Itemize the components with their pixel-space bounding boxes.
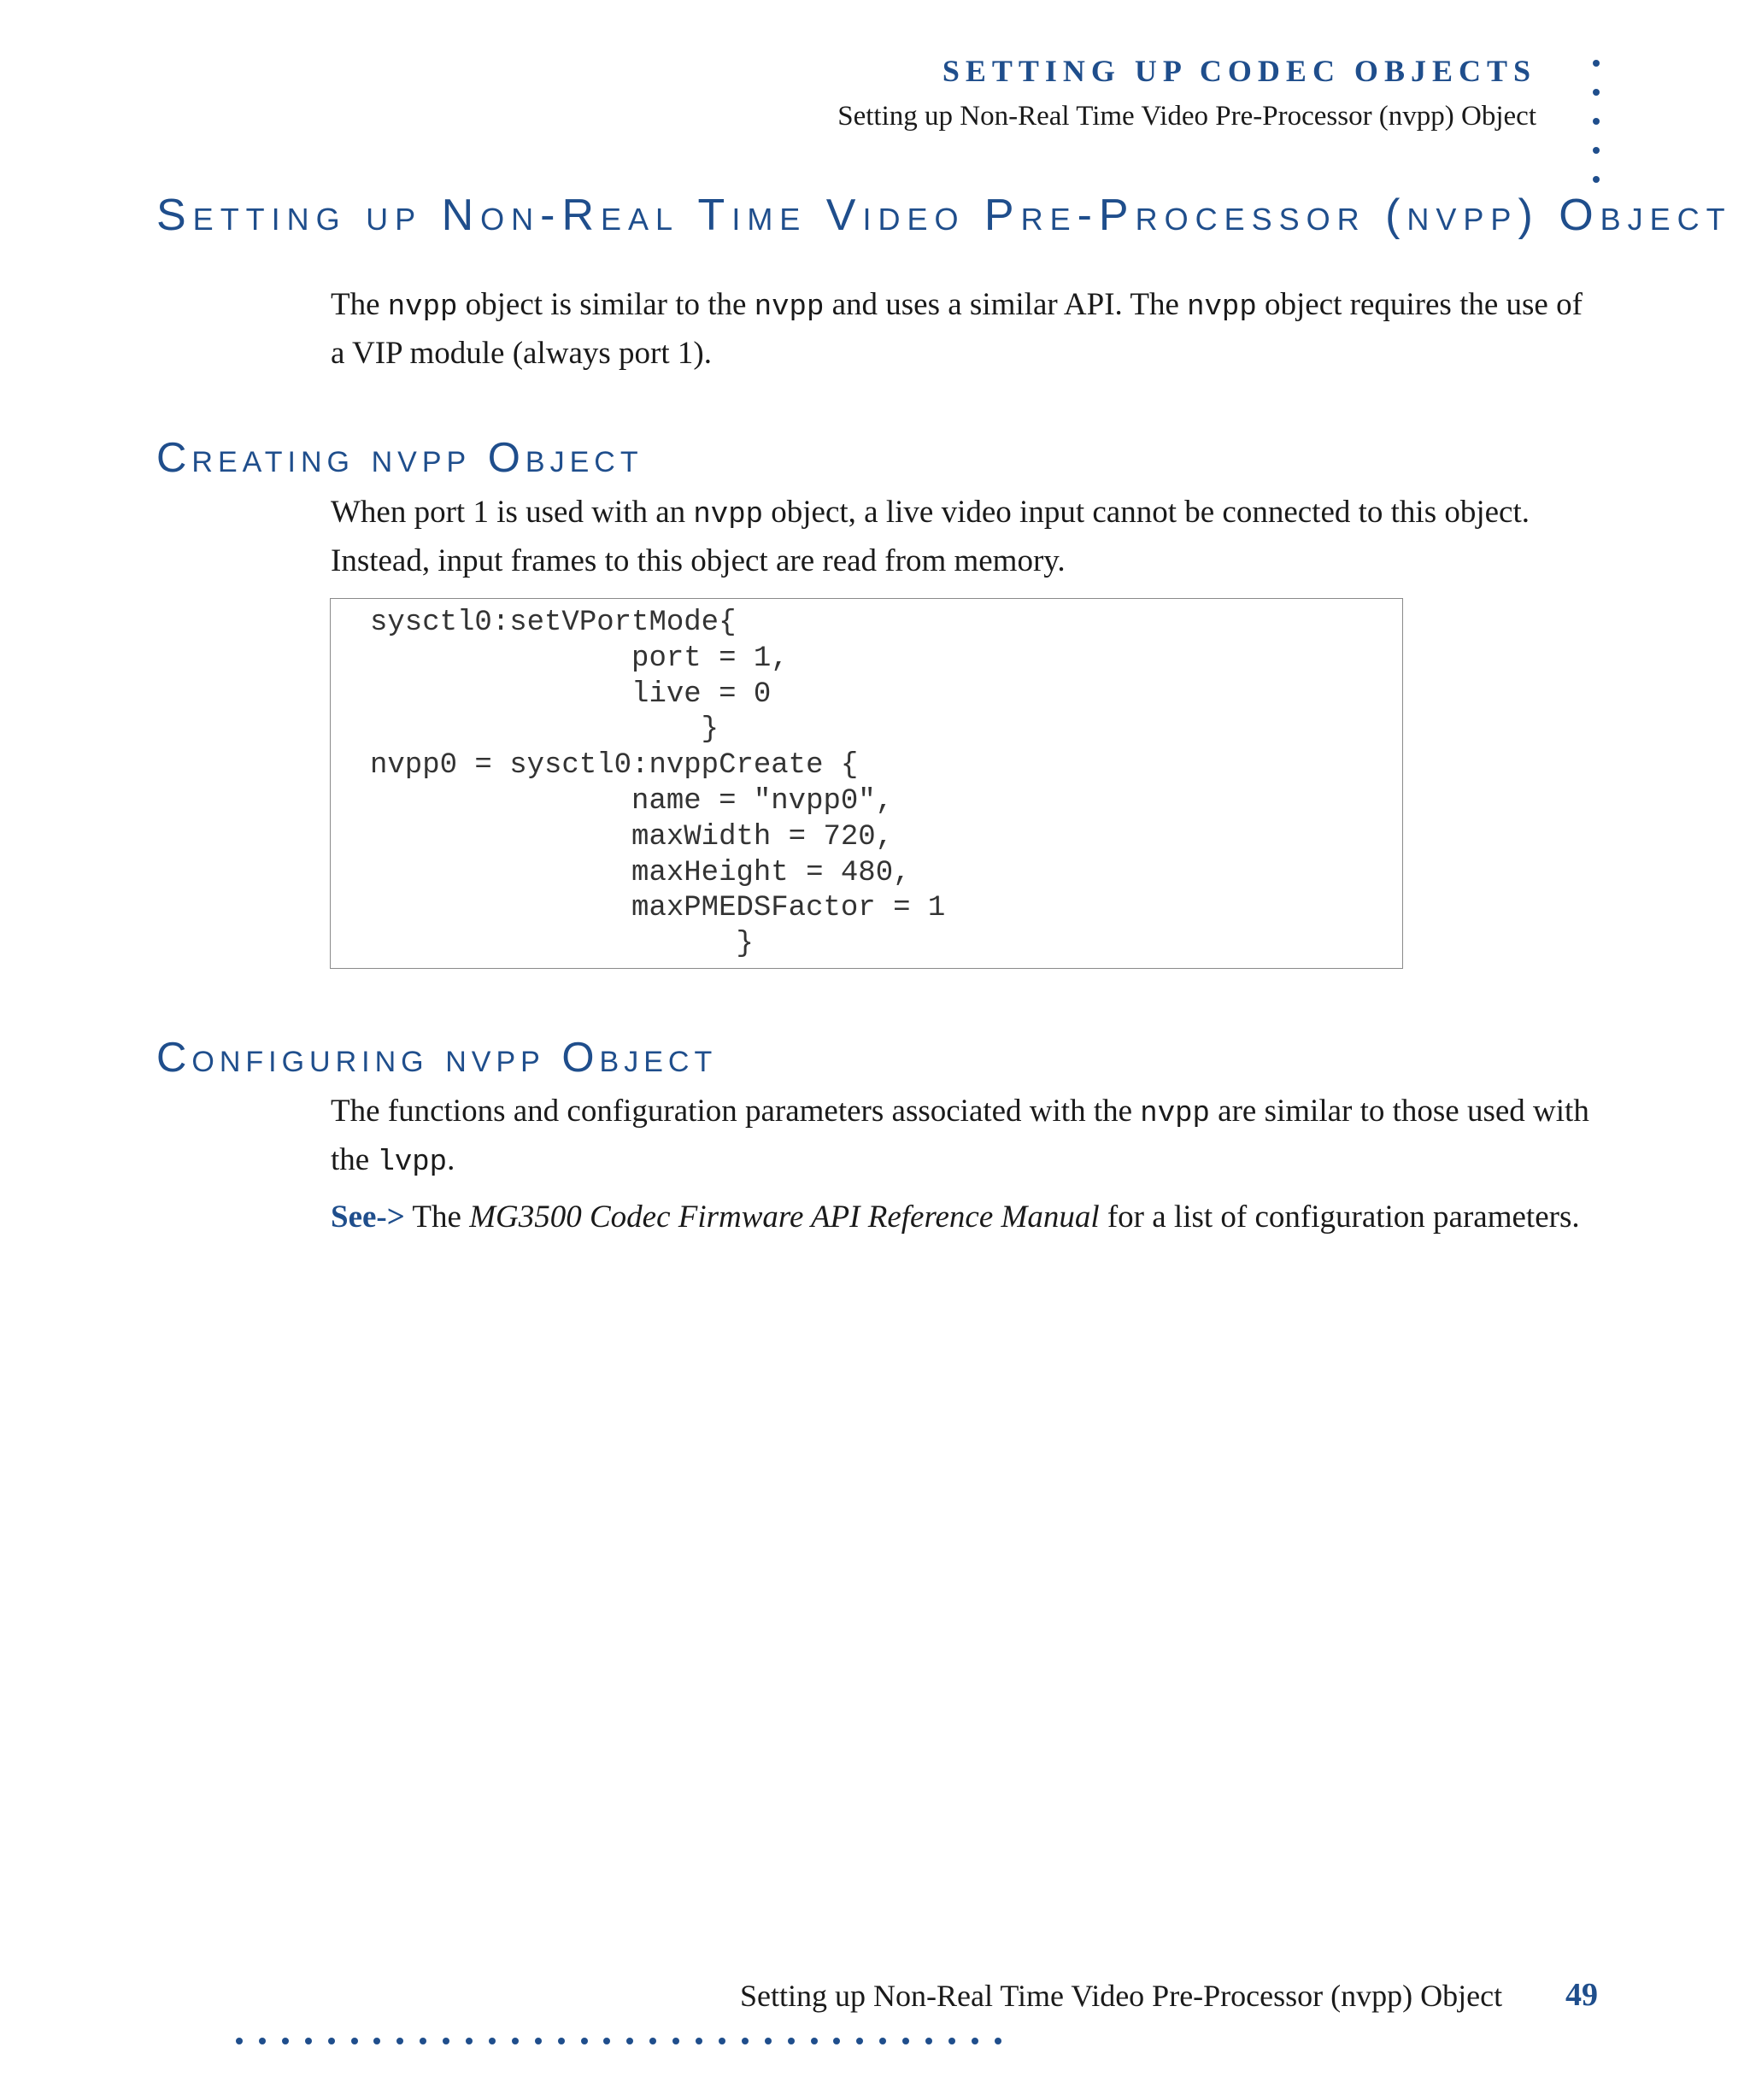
configuring-paragraph: The functions and configuration parameters associated with the nvpp are similar to those used with the lvpp.	[331, 1094, 1589, 1179]
footer-dot	[396, 2038, 403, 2044]
footer-dot	[305, 2038, 312, 2044]
footer-dot	[742, 2038, 749, 2044]
footer-dot	[420, 2038, 426, 2044]
footer-dot	[535, 2038, 542, 2044]
footer-dot	[259, 2038, 266, 2044]
subsection-heading-creating: Creating nvpp Object	[156, 435, 643, 481]
footer-dot	[948, 2038, 955, 2044]
footer-dot	[581, 2038, 588, 2044]
header-dot	[1593, 118, 1600, 125]
footer-dot	[902, 2038, 909, 2044]
footer-dot	[765, 2038, 772, 2044]
inline-code: nvpp	[693, 499, 764, 531]
see-also-label: See->	[331, 1200, 405, 1235]
footer-dot	[443, 2038, 449, 2044]
footer-dot	[328, 2038, 335, 2044]
footer-dot	[972, 2038, 978, 2044]
footer-dot	[719, 2038, 725, 2044]
footer-dot	[856, 2038, 863, 2044]
page-number: 49	[1565, 1977, 1598, 2013]
running-header-subtitle: Setting up Non-Real Time Video Pre-Processor (nvpp) Object	[837, 101, 1536, 132]
creating-paragraph: When port 1 is used with an nvpp object, a live video input cannot be connected to this object. Instead, input frames to this object are read from memory.	[331, 495, 1530, 578]
footer-dot	[879, 2038, 886, 2044]
inline-code: nvpp	[1140, 1098, 1210, 1130]
see-also-note: See-> The MG3500 Codec Firmware API Reference Manual for a list of configuration parameters.	[331, 1200, 1580, 1235]
footer-dot	[558, 2038, 565, 2044]
footer-dot	[351, 2038, 358, 2044]
footer-dot	[696, 2038, 702, 2044]
footer-dot	[833, 2038, 840, 2044]
footer-dot	[626, 2038, 633, 2044]
footer-dot-rule	[236, 2038, 1005, 2046]
footer-dot	[788, 2038, 795, 2044]
footer-dot	[236, 2038, 243, 2044]
footer-dot	[466, 2038, 473, 2044]
subsection-heading-configuring: Configuring nvpp Object	[156, 1035, 718, 1081]
footer-dot	[489, 2038, 496, 2044]
section-heading: Setting up Non-Real Time Video Pre-Processor (nvpp) Object	[156, 191, 1732, 240]
header-dot	[1593, 89, 1600, 96]
inline-code: nvpp	[1187, 291, 1257, 324]
running-header-title: SETTING UP CODEC OBJECTS	[942, 54, 1536, 88]
footer-dot	[282, 2038, 289, 2044]
header-dot	[1593, 147, 1600, 154]
footer-dot	[512, 2038, 519, 2044]
footer-dot	[603, 2038, 610, 2044]
header-dot	[1593, 176, 1600, 183]
footer-title: Setting up Non-Real Time Video Pre-Processor (nvpp) Object	[740, 1979, 1503, 2013]
header-dot	[1593, 60, 1600, 67]
manual-reference: MG3500 Codec Firmware API Reference Manual	[469, 1200, 1100, 1235]
footer-dot	[373, 2038, 380, 2044]
code-example-box	[330, 598, 1403, 969]
inline-code: lvpp	[377, 1147, 448, 1179]
inline-code: nvpp	[387, 291, 458, 324]
footer-dot	[649, 2038, 656, 2044]
intro-paragraph: The nvpp object is similar to the nvpp and uses a similar API. The nvpp object requires the use of a VIP module (always port 1).	[331, 287, 1583, 371]
footer-dot	[925, 2038, 932, 2044]
footer-dot	[811, 2038, 818, 2044]
footer-dot	[995, 2038, 1001, 2044]
inline-code: nvpp	[754, 291, 825, 324]
code-example: sysctl0:setVPortMode{ port = 1, live = 0 } nvpp0 = sysctl0:nvppCreate { name = "nvpp0", maxWidth = 720, maxHeight = 480, maxPMEDSFactor = 1 }	[370, 607, 946, 961]
footer-dot	[672, 2038, 679, 2044]
